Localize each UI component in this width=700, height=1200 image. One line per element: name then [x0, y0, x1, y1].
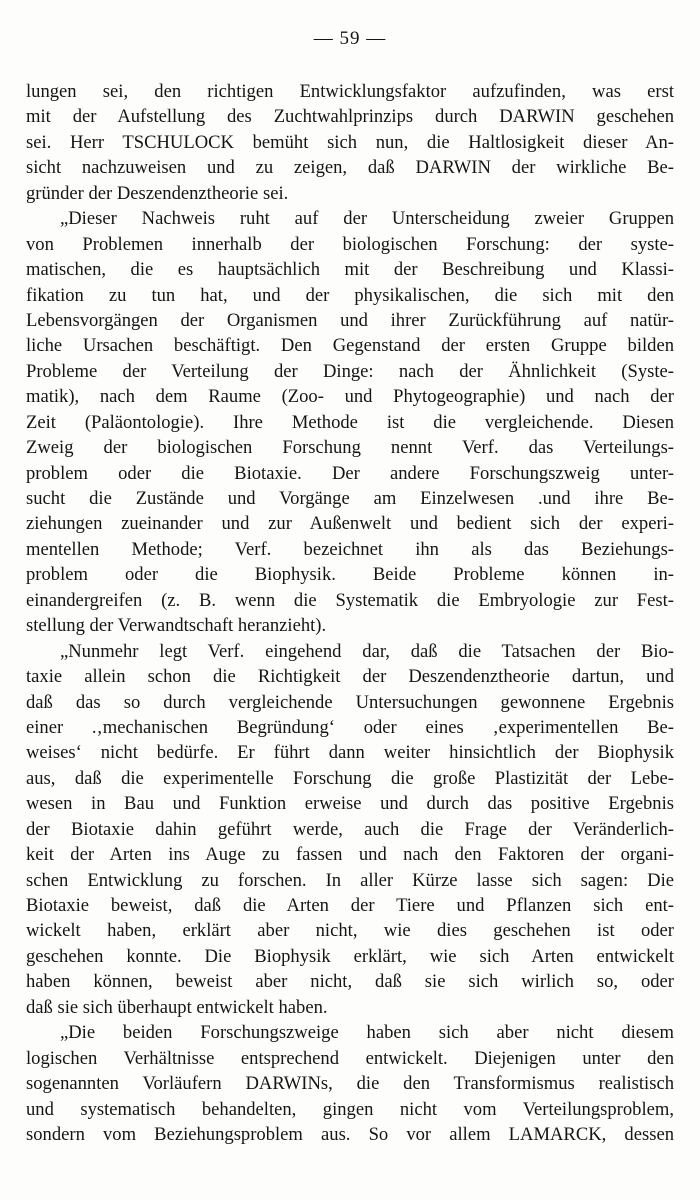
text-line: lungen sei, den richtigen Entwicklungsfaktor aufzufinden, was erst	[26, 81, 674, 102]
text-line: fikation zu tun hat, und der physikalischen, die sich mit den	[26, 284, 674, 306]
text-line: sei. Herr TSCHULOCK bemüht sich nun, die Haltlosigkeit dieser An-	[26, 131, 674, 153]
text-line: ziehungen zueinander und zur Außenwelt und bedient sich der experi-	[26, 513, 674, 535]
text-line: matischen, die es hauptsächlich mit der Beschreibung und Klassi-	[26, 259, 674, 281]
text-line: sucht die Zustände und Vorgänge am Einzelwesen .und ihre Be-	[26, 488, 674, 509]
text-line: Zweig der biologischen Forschung nennt Verf. das Verteilungs-	[26, 437, 674, 459]
text-line: wesen in Bau und Funktion erweise und durch das positive Ergebnis	[26, 793, 674, 815]
text-line: problem oder die Biophysik. Beide Probleme können in-	[26, 564, 674, 586]
text-line: geschehen konnte. Die Biophysik erklärt, wie sich Arten entwickelt	[26, 945, 674, 967]
text-line: daß sie sich überhaupt entwickelt haben.	[26, 996, 328, 1018]
text-line: Zeit (Paläontologie). Ihre Methode ist die vergleichende. Diesen	[26, 411, 674, 433]
text-line: schen Entwicklung zu forschen. In aller Kürze lasse sich sagen: Die	[26, 869, 674, 891]
page-number: — 59 —	[313, 28, 387, 49]
text-line: matik), nach dem Raume (Zoo- und Phytogeographie) und nach der	[26, 386, 674, 408]
text-line: Biotaxie beweist, daß die Arten der Tiere und Pflanzen sich ent-	[26, 895, 674, 916]
text-line: wickelt haben, erklärt aber nicht, wie dies geschehen ist oder	[26, 920, 674, 942]
text-line: sondern vom Beziehungsproblem aus. So vor allem LAMARCK, dessen	[26, 1123, 674, 1145]
text-line: sogenannten Vorläufern DARWINs, die den Transformismus realistisch	[26, 1073, 674, 1095]
text-line: einandergreifen (z. B. wenn die Systematik die Embryologie zur Fest-	[26, 589, 674, 611]
text-line: logischen Verhältnisse entsprechend entwickelt. Diejenigen unter den	[26, 1047, 674, 1069]
text-line: keit der Arten ins Auge zu fassen und nach den Faktoren der organi-	[26, 844, 674, 866]
text-line: Probleme der Verteilung der Dinge: nach der Ähnlichkeit (Syste-	[26, 360, 674, 382]
text-line: stellung der Verwandtschaft heranzieht).	[26, 615, 327, 637]
text-line: einer .‚mechanischen Begründung‘ oder eines ‚experimentellen Be-	[26, 716, 674, 738]
text-line: und systematisch behandelten, gingen nicht vom Verteilungsproblem,	[26, 1098, 674, 1120]
text-line: mit der Aufstellung des Zuchtwahlprinzips durch DARWIN geschehen	[26, 106, 674, 128]
text-line: sicht nachzuweisen und zu zeigen, daß DARWIN der wirkliche Be-	[26, 157, 674, 179]
text-line: daß das so durch vergleichende Untersuchungen gewonnene Ergebnis	[26, 691, 674, 713]
text-line: „Dieser Nachweis ruht auf der Unterscheidung zweier Gruppen	[60, 208, 674, 230]
text-line: taxie allein schon die Richtigkeit der Deszendenztheorie dartun, und	[26, 666, 674, 688]
text-line: „Nunmehr legt Verf. eingehend dar, daß die Tatsachen der Bio-	[60, 640, 674, 662]
text-line: gründer der Deszendenztheorie sei.	[26, 182, 289, 204]
text-line: mentellen Methode; Verf. bezeichnet ihn als das Beziehungs-	[26, 538, 674, 560]
text-line: problem oder die Biotaxie. Der andere Forschungszweig unter-	[26, 462, 674, 484]
text-line: „Die beiden Forschungszweige haben sich aber nicht diesem	[60, 1022, 674, 1044]
text-line: der Biotaxie dahin geführt werde, auch die Frage der Veränderlich-	[26, 818, 674, 840]
text-line: liche Ursachen beschäftigt. Den Gegenstand der ersten Gruppe bilden	[26, 335, 674, 357]
text-line: von Problemen innerhalb der biologischen Forschung: der syste-	[26, 233, 674, 255]
body-text	[26, 79, 674, 1147]
text-line: weises‘ nicht bedürfe. Er führt dann weiter hinsichtlich der Biophysik	[26, 742, 674, 764]
text-line: haben können, beweist aber nicht, daß sie sich wirlich so, oder	[26, 971, 674, 993]
text-line: aus, daß die experimentelle Forschung die große Plastizität der Lebe-	[26, 767, 674, 789]
text-line: Lebensvorgängen der Organismen und ihrer Zurückführung auf natür-	[26, 309, 674, 331]
